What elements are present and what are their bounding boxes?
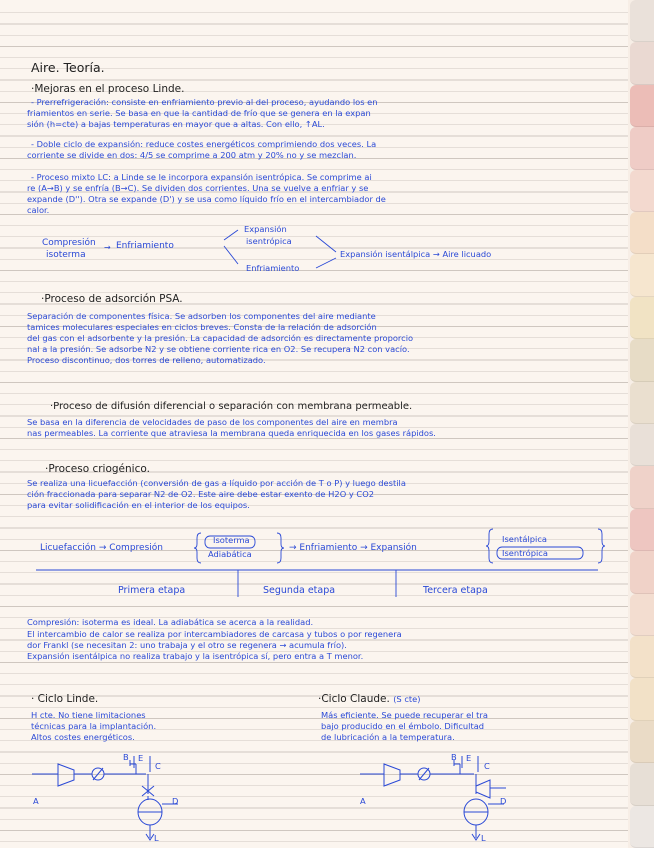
- text-line: Se basa en la diferencia de velocidades de paso de los componentes del aire en membra: [27, 417, 398, 427]
- section-heading-psa: ·Proceso de adsorción PSA.: [41, 293, 183, 305]
- diagram-arrow-text: →: [104, 243, 111, 252]
- diagram-label: isentrópica: [246, 236, 292, 246]
- schematic-label: A: [360, 796, 366, 806]
- notebook-tab[interactable]: [630, 636, 654, 678]
- diagram-label: Expansión isentálpica → Aire licuado: [340, 249, 492, 259]
- schematic-label: C: [484, 761, 490, 771]
- notebook-tab[interactable]: [630, 127, 654, 169]
- text-line: nal a la presión. Se adsorbe N2 y se obtiene corriente rica en O2. Se recupera N2 con vacío.: [27, 344, 410, 354]
- notebook-tab[interactable]: [630, 382, 654, 424]
- text-line: nas permeables. La corriente que atraviesa la membrana queda enriquecida en los gases rápidos.: [27, 428, 436, 438]
- section-heading-claude-cycle: ·Ciclo Claude. (S cte): [318, 693, 421, 705]
- notebook-tabs: [628, 0, 654, 848]
- stage-label: Primera etapa: [118, 585, 186, 596]
- notebook-tab[interactable]: [630, 339, 654, 381]
- text-line: del gas con el adsorbente y la presión. La capacidad de adsorción es directamente proporcio: [27, 333, 414, 343]
- section-heading-cryogenic: ·Proceso criogénico.: [45, 463, 150, 475]
- notebook-tab[interactable]: [630, 594, 654, 636]
- text-line: para evitar solidificación en el interior de los equipos.: [27, 500, 250, 510]
- schematic-label: B: [451, 752, 457, 762]
- text-line: Más eficiente. Se puede recuperar el tra: [321, 710, 488, 720]
- text-line: Compresión: isoterma es ideal. La adiabática se acerca a la realidad.: [27, 617, 314, 627]
- text-line: de lubricación a la temperatura.: [321, 732, 455, 742]
- notebook-tab[interactable]: [630, 0, 654, 42]
- notebook-tab[interactable]: [630, 763, 654, 805]
- diagram-label: Licuefacción → Compresión: [40, 543, 163, 553]
- diagram-label: Isentrópica: [502, 548, 548, 558]
- text-line: sión (h=cte) a bajas temperaturas en mayor que a altas. Con ello, ↑AL.: [27, 119, 325, 129]
- notebook-tab[interactable]: [630, 509, 654, 551]
- stage-label: Segunda etapa: [263, 585, 336, 596]
- diagram-label: Enfriamiento: [116, 241, 174, 251]
- section-heading-linde-improvements: ·Mejoras en el proceso Linde.: [31, 83, 185, 95]
- schematic-label: L: [154, 833, 159, 843]
- linde-cycle-schematic: [28, 752, 208, 848]
- text-line: El intercambio de calor se realiza por intercambiadores de carcasa y tubos o por regenera: [27, 629, 402, 639]
- schematic-label: L: [481, 833, 486, 843]
- section-heading-linde-cycle: · Ciclo Linde.: [31, 693, 99, 705]
- text-line: - Doble ciclo de expansión: reduce costes energéticos comprimiendo dos veces. La: [31, 139, 377, 149]
- text-line: - Prerrefrigeración: consiste en enfriamiento previo al del proceso, ayudando los en: [31, 97, 378, 107]
- text-line: friamientos en serie. Se basa en que la cantidad de frío que se genera en la expan: [27, 108, 371, 118]
- text-line: dor Frankl (se necesitan 2: uno trabaja y el otro se regenera → acumula frío).: [27, 640, 347, 650]
- text-line: re (A→B) y se enfría (B→C). Se dividen dos corrientes. Una se vuelve a enfriar y se: [27, 183, 369, 193]
- diagram-label: Expansión: [244, 224, 287, 234]
- notebook-tab[interactable]: [630, 466, 654, 508]
- schematic-label: E: [466, 753, 472, 763]
- notebook-tab[interactable]: [630, 424, 654, 466]
- schematic-label: D: [500, 796, 507, 806]
- page-title: Aire. Teoría.: [31, 60, 105, 75]
- diagram-label: Enfriamiento: [246, 263, 300, 273]
- notebook-tab[interactable]: [630, 85, 654, 127]
- stage-label: Tercera etapa: [423, 585, 488, 596]
- notebook-tab[interactable]: [630, 297, 654, 339]
- diagram-label: Adiabática: [208, 549, 252, 559]
- diagram-label: isoterma: [46, 250, 86, 260]
- claude-cycle-schematic: [356, 752, 536, 848]
- notebook-tab[interactable]: [630, 170, 654, 212]
- notebook-tab[interactable]: [630, 551, 654, 593]
- text-line: corriente se divide en dos: 4/5 se comprime a 200 atm y 20% no y se mezclan.: [27, 150, 357, 160]
- diagram-label: Isoterma: [213, 535, 250, 545]
- notebook-tab[interactable]: [630, 42, 654, 84]
- schematic-label: C: [155, 761, 161, 771]
- schematic-label: E: [138, 753, 144, 763]
- text-line: Expansión isentálpica no realiza trabajo y la isentrópica sí, pero entra a T menor.: [27, 651, 364, 661]
- text-line: expande (D''). Otra se expande (D') y se usa como líquido frío en el intercambiador de: [27, 194, 386, 204]
- schematic-label: A: [33, 796, 39, 806]
- notebook-tab[interactable]: [630, 678, 654, 720]
- notebook-tab[interactable]: [630, 721, 654, 763]
- notebook-tab[interactable]: [630, 254, 654, 296]
- section-heading-membrane: ·Proceso de difusión diferencial o separación con membrana permeable.: [50, 401, 413, 412]
- text-line: Altos costes energéticos.: [31, 732, 135, 742]
- text-line: calor.: [27, 205, 50, 215]
- notebook-tab[interactable]: [630, 806, 654, 848]
- text-line: técnicas para la implantación.: [31, 721, 157, 731]
- text-line: Separación de componentes física. Se adsorben los componentes del aire mediante: [27, 311, 376, 321]
- schematic-label: D: [172, 796, 179, 806]
- diagram-label: → Enfriamiento → Expansión: [289, 543, 417, 553]
- text-line: bajo producido en el émbolo. Dificultad: [321, 721, 485, 731]
- diagram-label: Isentálpica: [502, 534, 547, 544]
- text-line: tamices moleculares especiales en ciclos breves. Consta de la relación de adsorción: [27, 322, 377, 332]
- text-line: - Proceso mixto LC: a Linde se le incorpora expansión isentrópica. Se comprime ai: [31, 172, 372, 182]
- text-line: Proceso discontinuo, dos torres de relleno, automatizado.: [27, 355, 266, 365]
- text-line: ción fraccionada para separar N2 de O2. Este aire debe estar exento de H2O y CO2: [27, 489, 375, 499]
- text-line: H cte. No tiene limitaciones: [31, 710, 146, 720]
- schematic-label: B: [123, 752, 129, 762]
- diagram-label: Compresión: [42, 238, 96, 248]
- text-line: Se realiza una licuefacción (conversión de gas a líquido por acción de T o P) y luego destila: [27, 478, 406, 488]
- notebook-tab[interactable]: [630, 212, 654, 254]
